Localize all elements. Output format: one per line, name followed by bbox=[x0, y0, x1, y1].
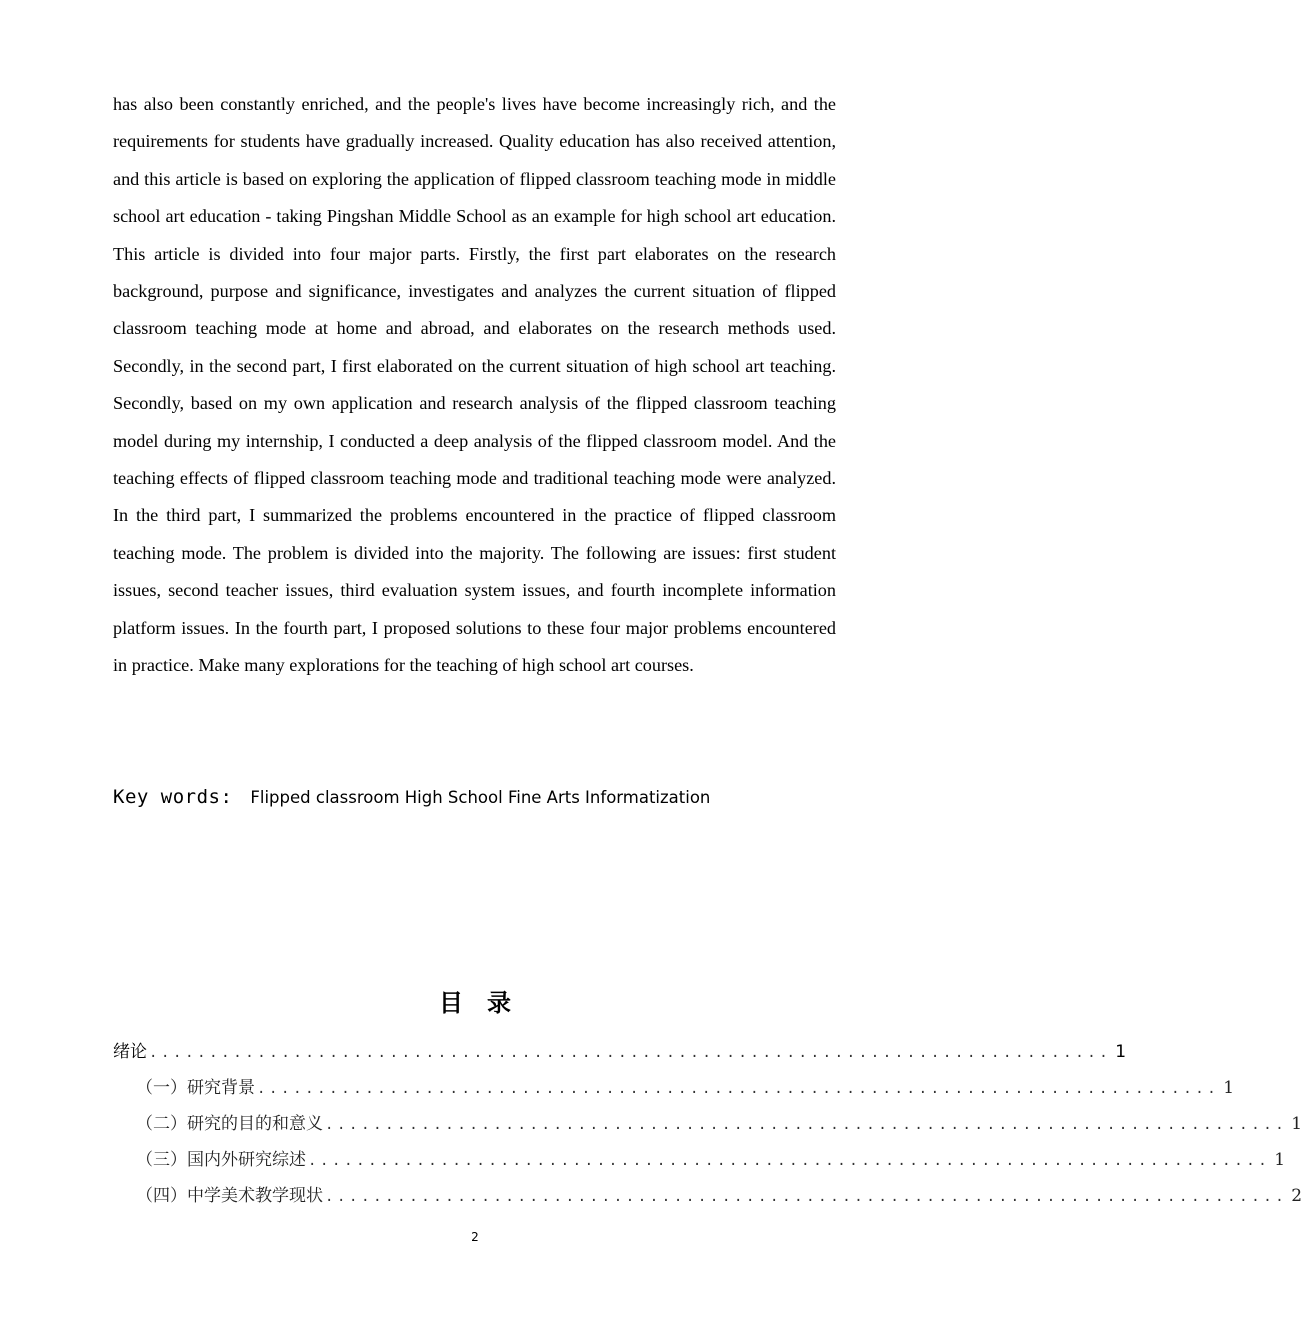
toc-entry-label: （四）中学美术教学现状 bbox=[136, 1186, 323, 1206]
toc-entry-page: 1 bbox=[1291, 1114, 1302, 1134]
toc-entry-page: 1 bbox=[1115, 1042, 1127, 1062]
keywords-label: Key words: bbox=[113, 786, 233, 808]
toc-entry-page: 2 bbox=[1291, 1186, 1302, 1206]
toc-entry-label: （一）研究背景 bbox=[136, 1078, 255, 1098]
table-of-contents bbox=[113, 1040, 1302, 1220]
toc-entry[interactable] bbox=[113, 1112, 1302, 1148]
toc-leader-dots: ................................................................................ bbox=[325, 1189, 1288, 1205]
toc-entry-page: 1 bbox=[1223, 1078, 1235, 1098]
toc-entry[interactable] bbox=[113, 1184, 1302, 1220]
abstract-paragraph: has also been constantly enriched, and the people's lives have become increasingly rich, and the requirements for students have gradually increased. Quality education has also received attention, and this article is based on exploring the application of flipped classroom teaching mode in middle school art education - taking Pingshan Middle School as an example for high school art education. This article is divided into four major parts. Firstly, the first part elaborates on the research background, purpose and significance, investigates and analyzes the current situation of flipped classroom teaching mode at home and abroad, and elaborates on the research methods used. Secondly, in the second part, I first elaborated on the current situation of high school art teaching. Secondly, based on my own application and research analysis of the flipped classroom teaching model during my internship, I conducted a deep analysis of the flipped classroom model. And the teaching effects of flipped classroom teaching mode and traditional teaching mode were analyzed. In the third part, I summarized the problems encountered in the practice of flipped classroom teaching mode. The problem is divided into the majority. The following are issues: first student issues, second teacher issues, third evaluation system issues, and fourth incomplete information platform issues. In the fourth part, I proposed solutions to these four major problems encountered in practice. Make many explorations for the teaching of high school art courses. bbox=[113, 94, 836, 676]
toc-entry[interactable] bbox=[113, 1148, 1286, 1184]
toc-entry-page: 1 bbox=[1274, 1150, 1286, 1170]
toc-title: 目录 bbox=[439, 989, 535, 1017]
toc-leader-dots: ................................................................................ bbox=[325, 1117, 1288, 1133]
toc-entry-label: （二）研究的目的和意义 bbox=[136, 1114, 323, 1134]
keywords-values: Flipped classroom High School Fine Arts Informatization bbox=[250, 788, 711, 807]
keywords-line bbox=[113, 786, 836, 808]
toc-leader-dots: ................................................................................ bbox=[149, 1045, 1112, 1061]
toc-entry[interactable] bbox=[113, 1076, 1235, 1112]
page-number: 2 bbox=[471, 1230, 479, 1244]
toc-leader-dots: ................................................................................ bbox=[308, 1153, 1271, 1169]
toc-entry-label: （三）国内外研究综述 bbox=[136, 1150, 306, 1170]
toc-entry[interactable] bbox=[113, 1040, 1127, 1076]
toc-leader-dots: ................................................................................ bbox=[257, 1081, 1220, 1097]
toc-entry-label: 绪论 bbox=[113, 1042, 147, 1062]
